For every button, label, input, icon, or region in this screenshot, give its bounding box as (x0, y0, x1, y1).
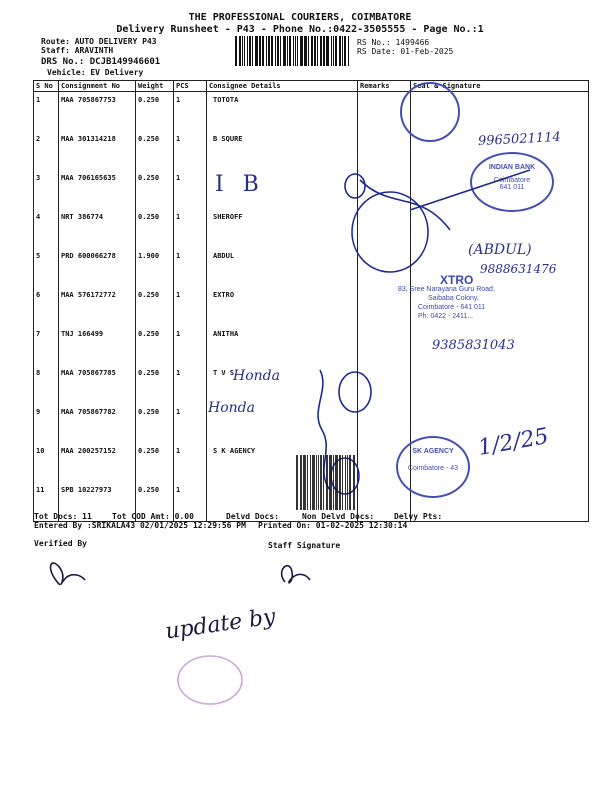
barcode-bar (252, 36, 253, 66)
table-header-row (34, 81, 589, 92)
vertical-barcode-ink (296, 455, 356, 510)
handwritten-honda-1: Honda (233, 368, 280, 384)
barcode-bar (342, 36, 343, 66)
row-consignment: MAA 705867785 (59, 365, 136, 404)
staff-signature-label: Staff Signature (268, 541, 341, 550)
handwritten-phone-3: 9385831043 (432, 338, 515, 353)
row-pcs: 1 (174, 404, 207, 443)
row-weight: 0.250 (136, 287, 174, 326)
barcode-bar (312, 455, 314, 510)
company-name: THE PROFESSIONAL COURIERS, COIMBATORE (188, 12, 412, 23)
col-consignment: Consignment No (59, 81, 136, 92)
row-consignment: PRD 600066278 (59, 248, 136, 287)
barcode-bar (289, 36, 291, 66)
handwritten-honda-2: Honda (208, 400, 255, 416)
printed-on: Printed On: 01-02-2025 12:30:14 (258, 521, 408, 530)
barcode-bar (255, 36, 258, 66)
row-pcs: 1 (174, 287, 207, 326)
row-pcs: 1 (174, 482, 207, 522)
barcode-bar (349, 455, 351, 510)
delivery-points: Delvy Pts: (394, 512, 443, 521)
barcode-bar (235, 36, 237, 66)
xtro-brand: XTRO (440, 273, 474, 287)
row-weight: 0.250 (136, 443, 174, 482)
barcode-bar (247, 36, 249, 66)
row-consignee: EXTRO (207, 287, 358, 326)
row-sno: 10 (34, 443, 59, 482)
signature-stroke-2 (410, 170, 530, 210)
row-weight: 0.250 (136, 326, 174, 365)
row-consignment: NRT 386774 (59, 209, 136, 248)
total-docs: Tot Docs: 11 (34, 512, 92, 521)
barcode-bar (318, 455, 319, 510)
row-consignee: B SQURE (207, 131, 358, 170)
row-consignee: ANITHA (207, 326, 358, 365)
barcode-bar (345, 455, 346, 510)
row-weight: 0.250 (136, 170, 174, 209)
drs-number: DRS No.: DCJB149946601 (41, 57, 161, 67)
barcode-bar (333, 455, 334, 510)
route-label: Route: AUTO DELIVERY P43 (41, 37, 157, 46)
barcode-bar (242, 36, 243, 66)
row-weight: 0.250 (136, 365, 174, 404)
bank-stamp-name: INDIAN BANK (488, 164, 536, 171)
xtro-address-3: Coimbatore - 641 011 (418, 304, 486, 311)
handwritten-abdul: (ABDUL) (468, 242, 532, 258)
row-weight: 0.250 (136, 404, 174, 443)
row-sno: 4 (34, 209, 59, 248)
non-delivered-docs: Non Delvd Docs: (302, 512, 375, 521)
xtro-address-1: 83, Sree Narayana Guru Road, (398, 286, 495, 293)
row-consignment: SPB 10227973 (59, 482, 136, 522)
xtro-address-2: Saibaba Colony, (428, 295, 479, 302)
barcode-bar (335, 455, 337, 510)
barcode-bar (308, 36, 309, 66)
barcode-bar (339, 36, 341, 66)
row-consignment: MAA 706165635 (59, 170, 136, 209)
handwritten-ib: I B (215, 172, 265, 197)
barcode-bar (335, 36, 338, 66)
handwritten-update-by: update by (163, 604, 278, 645)
barcode-bar (348, 36, 349, 66)
barcode-bar (249, 36, 251, 66)
barcode-bar (244, 36, 245, 66)
barcode-bar (268, 36, 271, 66)
row-weight: 0.250 (136, 209, 174, 248)
row-sno: 3 (34, 170, 59, 209)
sk-stamp-city: Coimbatore - 43 (407, 465, 459, 472)
delivered-docs: Delvd Docs: (226, 512, 279, 521)
row-pcs: 1 (174, 443, 207, 482)
round-stamp-1 (400, 82, 460, 142)
barcode-bar (275, 36, 276, 66)
barcode-bar (342, 455, 343, 510)
barcode-bar (303, 455, 305, 510)
row-sno: 6 (34, 287, 59, 326)
barcode-bar (317, 36, 318, 66)
barcode-bar (262, 36, 264, 66)
col-consignee: Consignee Details (207, 81, 358, 92)
faded-stamp (178, 656, 242, 704)
circled-mark-2 (339, 372, 371, 412)
barcode-bar (287, 36, 288, 66)
barcode-bar (300, 36, 303, 66)
barcode-bar (326, 36, 329, 66)
barcode-bar (296, 455, 298, 510)
sk-stamp-name: SK AGENCY (412, 448, 454, 455)
signature-stroke (360, 180, 450, 230)
row-consignee: TOTOTA (207, 92, 358, 132)
row-pcs: 1 (174, 170, 207, 209)
barcode-bar (280, 36, 281, 66)
verified-signature (51, 563, 85, 585)
rs-date: RS Date: 01-Feb-2025 (357, 47, 454, 56)
table-row (34, 92, 589, 132)
barcode-bar (283, 36, 286, 66)
row-pcs: 1 (174, 365, 207, 404)
barcode-bar (271, 36, 273, 66)
barcode (235, 36, 350, 66)
barcode-bar (320, 455, 322, 510)
barcode-bar (344, 36, 346, 66)
barcode-bar (353, 455, 355, 510)
handwritten-phone-1: 9965021114 (477, 129, 562, 150)
row-pcs: 1 (174, 326, 207, 365)
barcode-bar (297, 36, 298, 66)
barcode-bar (259, 36, 261, 66)
barcode-bar (314, 36, 317, 66)
bank-stamp-pin: 641 011 (499, 184, 525, 191)
barcode-bar (311, 36, 313, 66)
barcode-bar (300, 455, 302, 510)
verified-by-label: Verified By (34, 539, 87, 548)
row-consignee: ABDUL (207, 248, 358, 287)
barcode-bar (277, 36, 279, 66)
row-pcs: 1 (174, 92, 207, 132)
row-sno: 2 (34, 131, 59, 170)
row-pcs: 1 (174, 248, 207, 287)
barcode-bar (310, 455, 311, 510)
col-remarks: Remarks (358, 81, 411, 92)
rs-number: RS No.: 1499466 (357, 38, 430, 47)
row-weight: 0.250 (136, 482, 174, 522)
row-pcs: 1 (174, 131, 207, 170)
circled-mark-1 (345, 174, 365, 198)
barcode-bar (307, 455, 309, 510)
barcode-bar (339, 455, 341, 510)
barcode-bar (326, 455, 328, 510)
total-cod: Tot COD Amt: 0.00 (112, 512, 194, 521)
row-weight: 0.250 (136, 131, 174, 170)
row-consignee: SHEROFF (207, 209, 358, 248)
barcode-bar (239, 36, 241, 66)
barcode-bar (295, 36, 296, 66)
barcode-bar (320, 36, 322, 66)
bank-stamp-city: Coimbatore (493, 177, 531, 184)
staff-signature-mark (282, 566, 310, 583)
barcode-bar (293, 36, 295, 66)
row-sno: 11 (34, 482, 59, 522)
row-sno: 1 (34, 92, 59, 132)
row-consignment: MAA 576172772 (59, 287, 136, 326)
col-seal-signature: Seal & Signature (411, 81, 589, 92)
col-pcs: PCS (174, 81, 207, 92)
row-consignment: TNJ 166499 (59, 326, 136, 365)
barcode-bar (316, 455, 317, 510)
row-sno: 9 (34, 404, 59, 443)
barcode-bar (333, 36, 334, 66)
row-weight: 1.900 (136, 248, 174, 287)
xtro-phone: Ph: 0422 - 2411... (418, 313, 474, 320)
vehicle-label: Vehicle: EV Delivery (47, 68, 144, 77)
row-sno: 8 (34, 365, 59, 404)
row-consignee: T V S (207, 365, 358, 404)
row-sno: 5 (34, 248, 59, 287)
col-sno: S No (34, 81, 59, 92)
barcode-bar (347, 455, 348, 510)
entered-by: Entered By :SRIKALA43 02/01/2025 12:29:56 PM (34, 521, 246, 530)
barcode-bar (304, 36, 307, 66)
barcode-bar (329, 455, 331, 510)
row-weight: 0.250 (136, 92, 174, 132)
staff-label: Staff: ARAVINTH (41, 46, 114, 55)
barcode-bar (323, 36, 325, 66)
handwritten-date: 1/2/25 (476, 424, 551, 461)
row-pcs: 1 (174, 209, 207, 248)
row-consignment: MAA 705867782 (59, 404, 136, 443)
row-consignment: MAA 705867753 (59, 92, 136, 132)
barcode-bar (323, 455, 324, 510)
row-sno: 7 (34, 326, 59, 365)
barcode-bar (331, 36, 332, 66)
barcode-bar (266, 36, 267, 66)
handwritten-phone-2: 9888631476 (480, 262, 557, 276)
col-weight: Weight (136, 81, 174, 92)
row-consignee: S K AGENCY (207, 443, 358, 482)
runsheet-title: Delivery Runsheet - P43 - Phone No.:0422-3505555 - Page No.:1 (116, 24, 484, 35)
row-consignment: MAA 200257152 (59, 443, 136, 482)
row-consignment: MAA 301314218 (59, 131, 136, 170)
